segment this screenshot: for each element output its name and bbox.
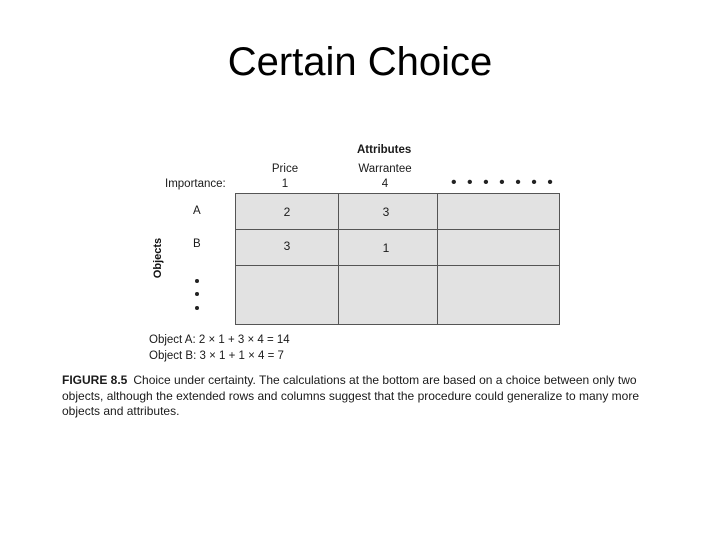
figure-caption (62, 373, 652, 420)
figure-number: FIGURE 8.5 (62, 373, 128, 387)
caption-text: Choice under certainty. The calculations at the bottom are based on a choice between only two objects, although the extended rows and columns suggest that the procedure could generalize to many more objects and attributes. (62, 373, 640, 418)
cell-a-warrantee: 3 (382, 205, 390, 219)
column-header-price: Price (271, 163, 299, 175)
matrix-divider (236, 229, 559, 230)
matrix-divider (437, 194, 438, 324)
attributes-label: Attributes (357, 144, 412, 156)
cell-b-price: 3 (283, 239, 291, 253)
objects-label: Objects (152, 237, 164, 279)
calculation-object-a: Object A: 2 × 1 + 3 × 4 = 14 (149, 334, 290, 346)
more-objects-dot (195, 292, 199, 296)
more-attributes-dots: • • • • • • • (451, 174, 556, 191)
more-objects-dot (195, 306, 199, 310)
importance-price: 1 (281, 178, 289, 190)
decision-matrix (235, 193, 560, 325)
importance-warrantee: 4 (381, 178, 389, 190)
matrix-divider (236, 265, 559, 266)
row-label-b: B (193, 238, 201, 250)
cell-a-price: 2 (283, 205, 291, 219)
importance-label: Importance: (165, 178, 226, 190)
row-label-a: A (193, 205, 201, 217)
column-header-warrantee: Warrantee (358, 163, 412, 175)
cell-b-warrantee: 1 (382, 241, 390, 255)
more-objects-dot (195, 279, 199, 283)
slide-title: Certain Choice (227, 40, 493, 84)
calculation-object-b: Object B: 3 × 1 + 1 × 4 = 7 (149, 350, 284, 362)
